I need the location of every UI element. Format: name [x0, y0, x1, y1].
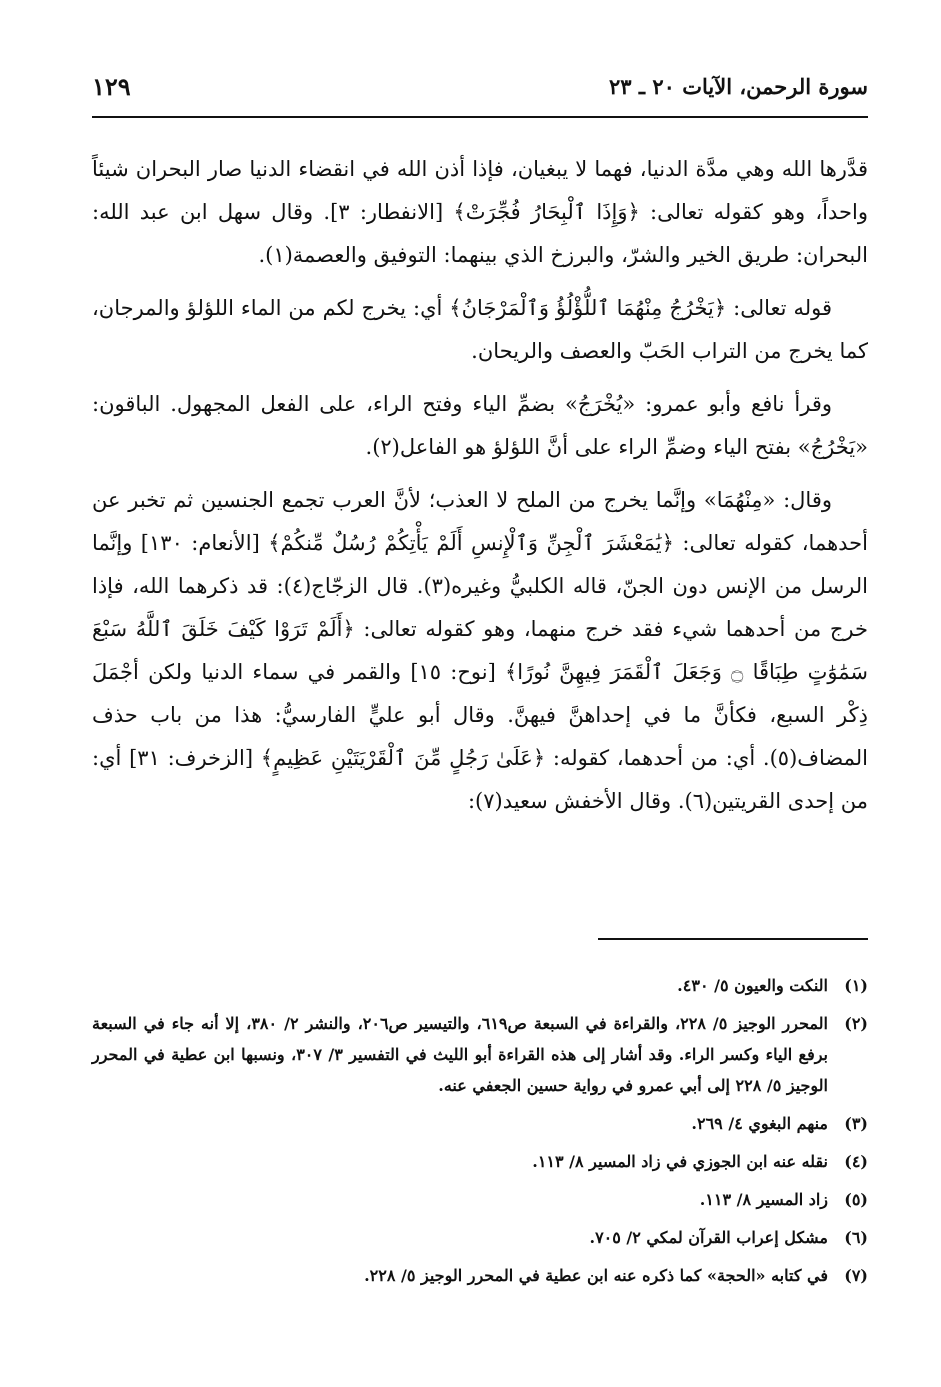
footnote: [92, 1108, 868, 1139]
footnote-text: في كتابه «الحجة» كما ذكره عنه ابن عطية في المحرر الوجيز ٥/ ٢٢٨.: [364, 1266, 828, 1285]
footnote: [92, 1222, 868, 1253]
paragraph: قدَّرها الله وهي مدَّة الدنيا، فهما لا يبغيان، فإذا أذن الله في انقضاء الدنيا صار البحران شيئاً واحداً، وهو كقوله تعالى: ﴿وَإِذَا ٱلْبِحَارُ فُجِّرَتْ﴾ [الانفطار: ٣]. وقال سهل ابن عبد الله: البحران: طريق الخير والشرّ، والبرزخ الذي بينهما: التوفيق والعصمة(١).: [92, 157, 868, 267]
footnote-text: النكت والعيون ٥/ ٤٣٠.: [677, 976, 828, 995]
page-number: ١٢٩: [92, 72, 131, 101]
paragraph: قوله تعالى: ﴿يَخْرُجُ مِنْهُمَا ٱللُّؤْلُؤُ وَٱلْمَرْجَانُ﴾ أي: يخرج لكم من الماء اللؤلؤ والمرجان، كما يخرج من التراب الحَبّ والعصف والريحان.: [92, 296, 868, 363]
paragraph: وقرأ نافع وأبو عمرو: «يُخْرَجُ» بضمِّ الياء وفتح الراء، على الفعل المجهول. الباقون: «يَخْرُجُ» بفتح الياء وضمِّ الراء على أنَّ اللؤلؤ هو الفاعل(٢).: [92, 392, 868, 459]
paragraph: وقال: «مِنْهُمَا» وإنَّما يخرج من الملح لا العذب؛ لأنَّ العرب تجمع الجنسين ثم تخبر عن أحدهما، كقوله تعالى: ﴿يَٰمَعْشَرَ ٱلْجِنِّ وَٱلْإِنسِ أَلَمْ يَأْتِكُمْ رُسُلٌ مِّنكُمْ﴾ [الأنعام: ١٣٠] وإنَّما الرسل من الإنس دون الجنّ، قاله الكلبيُّ وغيره(٣). قال الزجّاج(٤): قد ذكرهما الله، فإذا خرج من أحدهما شيء فقد خرج منهما، وهو كقوله تعالى: ﴿أَلَمْ تَرَوْا كَيْفَ خَلَقَ ٱللَّهُ سَبْعَ سَمَٰوَٰتٍ طِبَاقًا ۝ وَجَعَلَ ٱلْقَمَرَ فِيهِنَّ نُورًا﴾ [نوح: ١٥] والقمر في سماء الدنيا ولكن أجْمَلَ ذِكْر السبع، فكأنَّ ما في إحداهنَّ فيهنَّ. وقال أبو عليٍّ الفارسيُّ: هذا من باب حذف المضاف(٥). أي: من أحدهما، كقوله: ﴿عَلَىٰ رَجُلٍ مِّنَ ٱلْقَرْيَتَيْنِ عَظِيمٍ﴾ [الزخرف: ٣١] أي: من إحدى القريتين(٦). وقال الأخفش سعيد(٧):: [92, 488, 869, 813]
footnote-marker: (٣): [844, 1114, 868, 1133]
footnote: [92, 1260, 868, 1291]
footnote: [92, 1146, 868, 1177]
footnote-marker: (٤): [844, 1152, 868, 1171]
footnote-text: زاد المسير ٨/ ١١٣.: [699, 1190, 828, 1209]
footnote-marker: (٧): [844, 1266, 868, 1285]
header-rule: [92, 116, 868, 118]
page-header: [92, 64, 868, 118]
footnote: [92, 1184, 868, 1215]
footnote-text: المحرر الوجيز ٥/ ٢٢٨، والقراءة في السبعة ص٦١٩، والتيسير ص٢٠٦، والنشر ٢/ ٣٨٠، إلا أنه جاء في السبعة برفع الياء وكسر الراء. وقد أشار إلى هذه القراءة أبو الليث في التفسير ٣/ ٣٠٧، ونسبها ابن عطية في المحرر الوجيز ٥/ ٢٢٨ إلى أبي عمرو في رواية حسين الجعفي عنه.: [92, 1014, 829, 1095]
footnote-marker: (١): [844, 976, 868, 995]
footnote-marker: (٥): [844, 1190, 868, 1209]
footnote: [92, 1008, 868, 1101]
footnote-text: نقله عنه ابن الجوزي في زاد المسير ٨/ ١١٣.: [532, 1152, 828, 1171]
footnote-text: منهم البغوي ٤/ ٢٦٩.: [691, 1114, 828, 1133]
footnote-marker: (٢): [844, 1014, 868, 1033]
footnotes: [92, 970, 868, 1298]
footnote-text: مشكل إعراب القرآن لمكي ٢/ ٧٠٥.: [589, 1228, 828, 1247]
main-text: [92, 148, 868, 833]
footnote: [92, 970, 868, 1001]
running-title: سورة الرحمن، الآيات ٢٠ ـ ٢٣: [609, 74, 868, 99]
footnote-separator: [598, 938, 868, 940]
footnote-marker: (٦): [844, 1228, 868, 1247]
